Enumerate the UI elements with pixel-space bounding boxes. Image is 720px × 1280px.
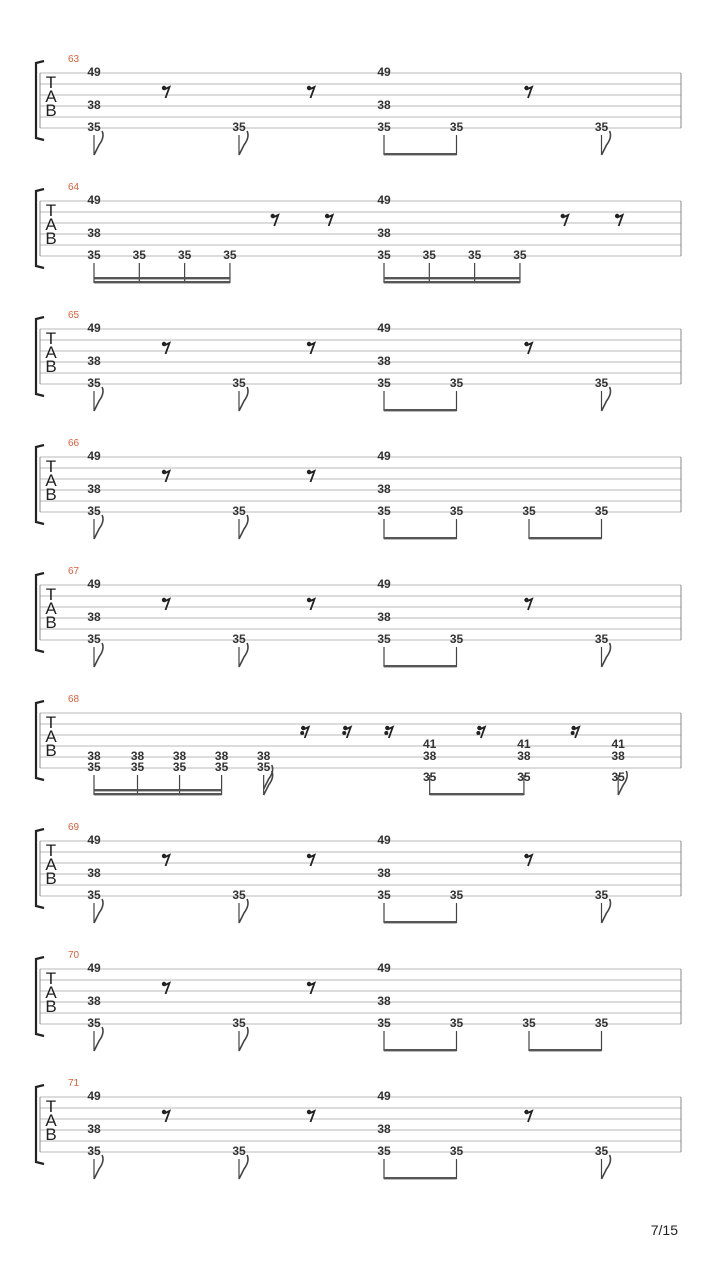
note-beam	[384, 665, 457, 667]
fret-number: 35	[232, 888, 246, 902]
page-number: 7/15	[650, 1222, 678, 1238]
note-flag	[239, 643, 248, 667]
fret-number: 35	[377, 1016, 391, 1030]
rest-8-symbol	[162, 342, 170, 354]
rest-8-symbol	[524, 598, 532, 610]
fret-number: 35	[223, 248, 237, 262]
note-beam	[384, 277, 520, 279]
fret-number: 35	[449, 1016, 464, 1030]
fret-number: 35	[232, 1144, 246, 1158]
fret-number: 35	[594, 1144, 609, 1158]
note-beam	[384, 281, 520, 283]
tab-clef-letter: A	[45, 727, 57, 746]
tab-system	[36, 54, 681, 155]
fret-number: 35	[449, 120, 464, 134]
fret-number: 35	[449, 1144, 464, 1158]
tab-clef-letter: T	[45, 713, 57, 732]
rest-8-symbol	[307, 598, 315, 610]
tab-clef-letter: A	[45, 983, 57, 1002]
fret-number: 49	[87, 961, 101, 975]
rest-8-symbol	[524, 854, 532, 866]
tab-system	[36, 310, 681, 411]
rest-stem	[164, 87, 170, 98]
fret-number: 38	[517, 749, 531, 763]
fret-number: 38	[214, 749, 229, 763]
tab-clef-letter: B	[45, 485, 57, 504]
rest-16-symbol	[476, 726, 485, 738]
fret-number: 38	[377, 482, 391, 496]
note-flag	[602, 131, 611, 155]
note-flag	[602, 643, 611, 667]
rest-8-symbol	[325, 214, 333, 226]
fret-number: 49	[87, 1089, 101, 1103]
fret-number: 35	[422, 248, 436, 262]
fret-number: 38	[256, 749, 271, 763]
note-beam	[384, 921, 457, 923]
fret-number: 38	[611, 749, 625, 763]
measure-number: 71	[68, 1078, 80, 1089]
measure-number: 65	[68, 310, 80, 321]
rest-stem	[527, 87, 533, 98]
rest-stem	[563, 215, 569, 226]
fret-number: 35	[594, 1016, 609, 1030]
fret-number: 35	[513, 248, 527, 262]
fret-number: 35	[232, 504, 246, 518]
fret-number: 35	[594, 376, 609, 390]
fret-number: 35	[232, 120, 246, 134]
tab-clef-letter: T	[45, 969, 57, 988]
rest-16-symbol	[571, 726, 580, 738]
fret-number: 41	[517, 737, 531, 751]
tab-clef-letter: A	[45, 471, 57, 490]
rest-stem	[309, 983, 315, 994]
fret-number: 35	[87, 1016, 101, 1030]
tab-clef-letter: T	[45, 841, 57, 860]
fret-number: 35	[377, 120, 391, 134]
rest-dot	[571, 731, 575, 735]
rest-8-symbol	[162, 1110, 170, 1122]
note-flag	[94, 1027, 103, 1051]
measure-number: 66	[68, 438, 80, 449]
tab-clef-letter: T	[45, 201, 57, 220]
fret-number: 38	[87, 749, 101, 763]
rest-8-symbol	[307, 470, 315, 482]
rest-dot	[384, 731, 388, 735]
tab-clef-letter: A	[45, 1111, 57, 1130]
fret-number: 35	[522, 1016, 536, 1030]
note-flag	[239, 515, 248, 539]
note-flag	[94, 1155, 103, 1179]
note-flag	[239, 131, 248, 155]
rest-stem	[309, 1111, 315, 1122]
fret-number: 35	[172, 760, 187, 774]
note-beam	[94, 789, 222, 791]
tab-clef-letter: T	[45, 1097, 57, 1116]
measure-number: 63	[68, 54, 80, 65]
rest-stem	[527, 855, 533, 866]
fret-number: 35	[377, 888, 391, 902]
fret-number: 49	[87, 449, 101, 463]
note-flag	[94, 643, 103, 667]
note-flag	[94, 131, 103, 155]
fret-number: 49	[377, 577, 391, 591]
fret-number: 35	[449, 376, 464, 390]
fret-number: 35	[449, 632, 464, 646]
tab-clef-letter: B	[45, 357, 57, 376]
measure-number: 67	[68, 566, 80, 577]
measure-number: 68	[68, 694, 80, 705]
rest-8-symbol	[307, 342, 315, 354]
measure-number: 69	[68, 822, 80, 833]
fret-number: 49	[87, 65, 101, 79]
tab-system	[36, 1078, 681, 1179]
rest-stem	[527, 599, 533, 610]
rest-stem	[164, 1111, 170, 1122]
fret-number: 35	[87, 1144, 101, 1158]
rest-stem	[309, 471, 315, 482]
note-beam	[430, 793, 524, 795]
fret-number: 38	[377, 98, 391, 112]
fret-number: 38	[87, 354, 101, 368]
rest-stem	[164, 855, 170, 866]
rest-stem	[617, 215, 623, 226]
tab-clef-letter: B	[45, 1125, 57, 1144]
rest-dot	[342, 731, 346, 735]
fret-number: 35	[467, 248, 482, 262]
fret-number: 35	[377, 632, 391, 646]
tab-system	[36, 950, 681, 1051]
note-flag	[239, 1155, 248, 1179]
fret-number: 35	[232, 376, 246, 390]
rest-stem	[309, 855, 315, 866]
fret-number: 38	[377, 994, 391, 1008]
tab-clef-letter: B	[45, 229, 57, 248]
tab-clef-letter: B	[45, 613, 57, 632]
rest-8-symbol	[307, 1110, 315, 1122]
rest-8-symbol	[524, 1110, 532, 1122]
fret-number: 35	[594, 120, 609, 134]
tab-system	[36, 822, 681, 923]
tab-system	[36, 182, 681, 283]
note-beam	[384, 1049, 457, 1051]
rest-8-symbol	[561, 214, 569, 226]
fret-number: 49	[87, 193, 101, 207]
fret-number: 38	[377, 610, 391, 624]
rest-8-symbol	[162, 470, 170, 482]
rest-8-symbol	[162, 854, 170, 866]
fret-number: 49	[377, 193, 391, 207]
fret-number: 49	[377, 1089, 391, 1103]
fret-number: 35	[87, 248, 101, 262]
note-beam	[529, 1049, 602, 1051]
rest-8-symbol	[524, 342, 532, 354]
fret-number: 38	[377, 354, 391, 368]
rest-8-symbol	[615, 214, 623, 226]
fret-number: 35	[256, 760, 271, 774]
tab-clef-letter: B	[45, 997, 57, 1016]
tab-clef-letter: B	[45, 101, 57, 120]
rest-16-symbol	[300, 726, 309, 738]
fret-number: 35	[87, 120, 101, 134]
fret-number: 49	[87, 833, 101, 847]
tab-clef-letter: A	[45, 599, 57, 618]
fret-number: 35	[377, 504, 391, 518]
fret-number: 35	[87, 376, 101, 390]
note-flag	[94, 515, 103, 539]
rest-8-symbol	[162, 598, 170, 610]
fret-number: 38	[87, 610, 101, 624]
rest-8-symbol	[307, 854, 315, 866]
tab-clef-letter: T	[45, 457, 57, 476]
note-beam	[384, 537, 457, 539]
fret-number: 35	[177, 248, 192, 262]
fret-number: 38	[87, 866, 101, 880]
rest-stem	[164, 599, 170, 610]
fret-number: 38	[130, 749, 145, 763]
measure-number: 64	[68, 182, 80, 193]
fret-number: 35	[232, 1016, 246, 1030]
fret-number: 35	[422, 770, 437, 784]
fret-number: 49	[377, 961, 391, 975]
fret-number: 35	[130, 760, 145, 774]
fret-number: 49	[377, 321, 391, 335]
fret-number: 35	[611, 770, 625, 784]
rest-stem	[309, 343, 315, 354]
tab-clef-letter: B	[45, 741, 57, 760]
fret-number: 38	[377, 1122, 391, 1136]
fret-number: 41	[422, 737, 437, 751]
note-beam	[529, 537, 602, 539]
note-flag	[94, 899, 103, 923]
note-beam	[94, 793, 222, 795]
fret-number: 49	[377, 65, 391, 79]
fret-number: 35	[517, 770, 531, 784]
rest-stem	[309, 87, 315, 98]
fret-number: 35	[522, 504, 536, 518]
rest-8-symbol	[307, 982, 315, 994]
note-flag	[239, 387, 248, 411]
fret-number: 35	[377, 376, 391, 390]
tab-clef-letter: A	[45, 215, 57, 234]
fret-number: 49	[87, 321, 101, 335]
fret-number: 38	[87, 994, 101, 1008]
fret-number: 49	[377, 833, 391, 847]
fret-number: 38	[87, 98, 101, 112]
rest-dot	[300, 731, 304, 735]
fret-number: 38	[87, 226, 101, 240]
fret-number: 41	[611, 737, 625, 751]
fret-number: 38	[377, 226, 391, 240]
tab-clef-letter: A	[45, 855, 57, 874]
fret-number: 35	[87, 760, 101, 774]
note-flag	[239, 1027, 248, 1051]
fret-number: 35	[594, 888, 609, 902]
rest-8-symbol	[271, 214, 279, 226]
fret-number: 38	[422, 749, 437, 763]
note-flag	[602, 899, 611, 923]
rest-8-symbol	[162, 982, 170, 994]
fret-number: 38	[87, 1122, 101, 1136]
fret-number: 35	[87, 504, 101, 518]
note-beam	[94, 281, 230, 283]
rest-8-symbol	[524, 86, 532, 98]
note-beam	[384, 153, 457, 155]
rest-16-symbol	[384, 726, 393, 738]
fret-number: 35	[594, 632, 609, 646]
rest-dot	[476, 731, 480, 735]
fret-number: 35	[132, 248, 146, 262]
fret-number: 35	[87, 888, 101, 902]
fret-number: 38	[172, 749, 187, 763]
fret-number: 35	[87, 632, 101, 646]
tab-system	[36, 566, 681, 667]
rest-stem	[527, 1111, 533, 1122]
rest-stem	[309, 599, 315, 610]
note-beam	[384, 409, 457, 411]
fret-number: 49	[87, 577, 101, 591]
fret-number: 35	[377, 248, 391, 262]
fret-number: 35	[214, 760, 229, 774]
rest-stem	[527, 343, 533, 354]
rest-stem	[273, 215, 279, 226]
tab-system	[36, 438, 681, 539]
fret-number: 35	[377, 1144, 391, 1158]
fret-number: 35	[449, 888, 464, 902]
note-beam	[384, 1177, 457, 1179]
fret-number: 38	[87, 482, 101, 496]
rest-8-symbol	[162, 86, 170, 98]
tab-clef-letter: A	[45, 87, 57, 106]
fret-number: 35	[449, 504, 464, 518]
note-flag	[94, 387, 103, 411]
rest-stem	[164, 343, 170, 354]
tab-system	[36, 694, 681, 795]
fret-number: 35	[594, 504, 609, 518]
rest-stem	[327, 215, 333, 226]
note-flag	[239, 899, 248, 923]
tab-clef-letter: T	[45, 585, 57, 604]
tab-clef-letter: B	[45, 869, 57, 888]
rest-stem	[164, 983, 170, 994]
fret-number: 38	[377, 866, 391, 880]
note-flag	[602, 1155, 611, 1179]
rest-8-symbol	[307, 86, 315, 98]
tab-clef-letter: T	[45, 73, 57, 92]
note-beam	[94, 277, 230, 279]
rest-stem	[164, 471, 170, 482]
fret-number: 49	[377, 449, 391, 463]
note-flag	[602, 387, 611, 411]
measure-number: 70	[68, 950, 80, 961]
tab-clef-letter: T	[45, 329, 57, 348]
rest-16-symbol	[342, 726, 351, 738]
tab-clef-letter: A	[45, 343, 57, 362]
fret-number: 35	[232, 632, 246, 646]
